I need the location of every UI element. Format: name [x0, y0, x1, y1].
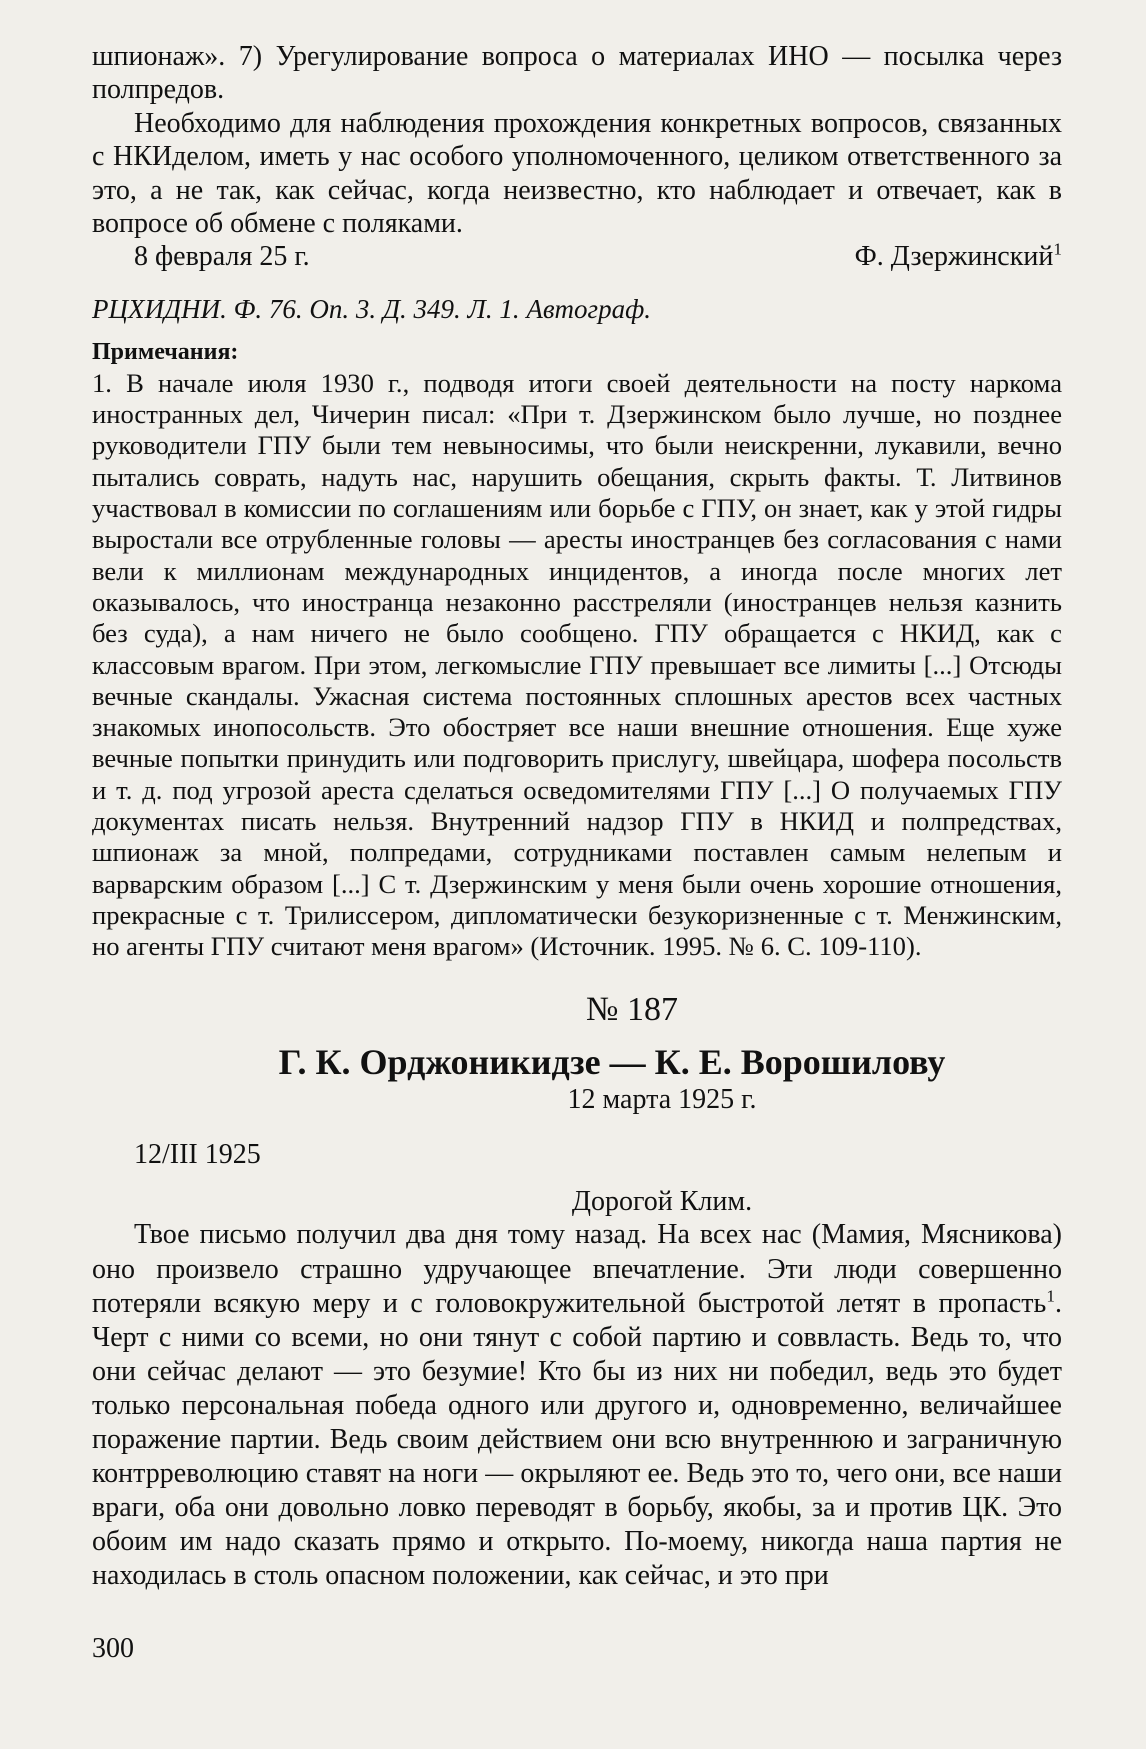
page-number: 300 [92, 1633, 134, 1664]
footnote-marker: 1 [1046, 1286, 1055, 1306]
document-heading-date: 12 марта 1925 г. [567, 1084, 757, 1116]
document-page [92, 40, 1062, 1594]
notes-text: 1. В начале июля 1930 г., подводя итоги своей деятельности на посту наркома иностранных дел, Чичерин писал: «При т. Дзержинском было лучше, но позднее руководители ГПУ были тем невыносимы, что были неискренни, лукавили, вечно пытались соврать, надуть нас, нарушить обещания, скрыть факты. Т. Литвинов участвовал в комиссии по соглашениям или борьбе с ГПУ, он знает, как у этой гидры выростали все отрубленные головы — аресты иностранцев без согласования с нами вели к миллионам международных инцидентов, а иногда после многих лет оказывалось, что иностранца незаконно расстреляли (иностранцев нельзя казнить без суда), а нам ничего не было сообщено. ГПУ обращается с НКИД, как с классовым врагом. При этом, легкомыслие ГПУ превышает все лимиты [...] Отсюды вечные скандалы. Ужасная система постоянных сплошных арестов всех частных знакомых инопосольств. Это обостряет все наши внешние отношения. Еще хуже вечные попытки принудить или подговорить прислугу, швейцара, шофера посольств и т. д. под угрозой ареста сделаться осведомителями ГПУ [...] О получаемых ГПУ документах писать нельзя. Внутренний надзор ГПУ в НКИД и полпредствах, шпионаж за мной, полпредами, сотрудниками поставлен самым нелепым и варварским образом [...] С т. Дзержинским у меня были очень хорошие отношения, прекрасные с т. Трилиссером, дипломатически безукоризненные с т. Менжинским, но агенты ГПУ считают меня врагом» (Источник. 1995. № 6. С. 109-110). [92, 367, 1062, 962]
archive-reference: РЦХИДНИ. Ф. 76. Оп. 3. Д. 349. Л. 1. Автограф. [92, 293, 651, 324]
paragraph-text: Необходимо для наблюдения прохождения конкретных вопросов, связанных с НКИделом, иметь у нас особого уполномоченного, целиком ответственного за это, а не так, как сейчас, когда неизвестно, кто наблюдает и отвечает, как в вопросе об обмене с поляками. [92, 107, 1062, 240]
document-date: 8 февраля 25 г. [134, 241, 310, 273]
letter-text-part1: Твое письмо получил два дня тому назад. На всех нас (Мамия, Мясникова) оно произвело страшно удручающее впечатление. Эти люди совершенно потеряли всякую меру и с головокружительной быстротой летят в пропасть [92, 1219, 1062, 1319]
notes-heading: Примечания: [92, 338, 239, 365]
footnote-marker: 1 [1053, 240, 1062, 260]
letter-date: 12/III 1925 [134, 1139, 261, 1171]
letter-greeting: Дорогой Клим. [571, 1186, 753, 1218]
letter-text-part2: . Черт с ними со всеми, но они тянут с собой партию и соввласть. Ведь то, что они сейчас делают — это безумие! Кто бы из них ни победил, ведь это будет только персональная победа одного или другого и, одновременно, величайшее поражение партии. Ведь своим действием они всю внутреннюю и заграничную контрреволюцию ставят на ноги — окрыляют ее. Ведь это то, чего они, все наши враги, оба они довольно ловко переводят в борьбу, якобы, за и против ЦК. Это обоим им надо сказать прямо и открыто. По-моему, никогда наша партия не находилась в столь опасном положении, как сейчас, и это при [92, 1287, 1062, 1592]
signature-name: Ф. Дзержинский [854, 241, 1054, 273]
document-title: Г. К. Орджоникидзе — К. Е. Ворошилову [278, 1042, 946, 1083]
signature [855, 240, 1062, 273]
letter-text [92, 1218, 1062, 1593]
date-signature-row [92, 240, 1062, 273]
continuation-text: шпионаж». 7) Урегулирование вопроса о материалах ИНО — посылка через полпредов. [92, 41, 1062, 106]
document-number: № 187 [586, 991, 678, 1029]
